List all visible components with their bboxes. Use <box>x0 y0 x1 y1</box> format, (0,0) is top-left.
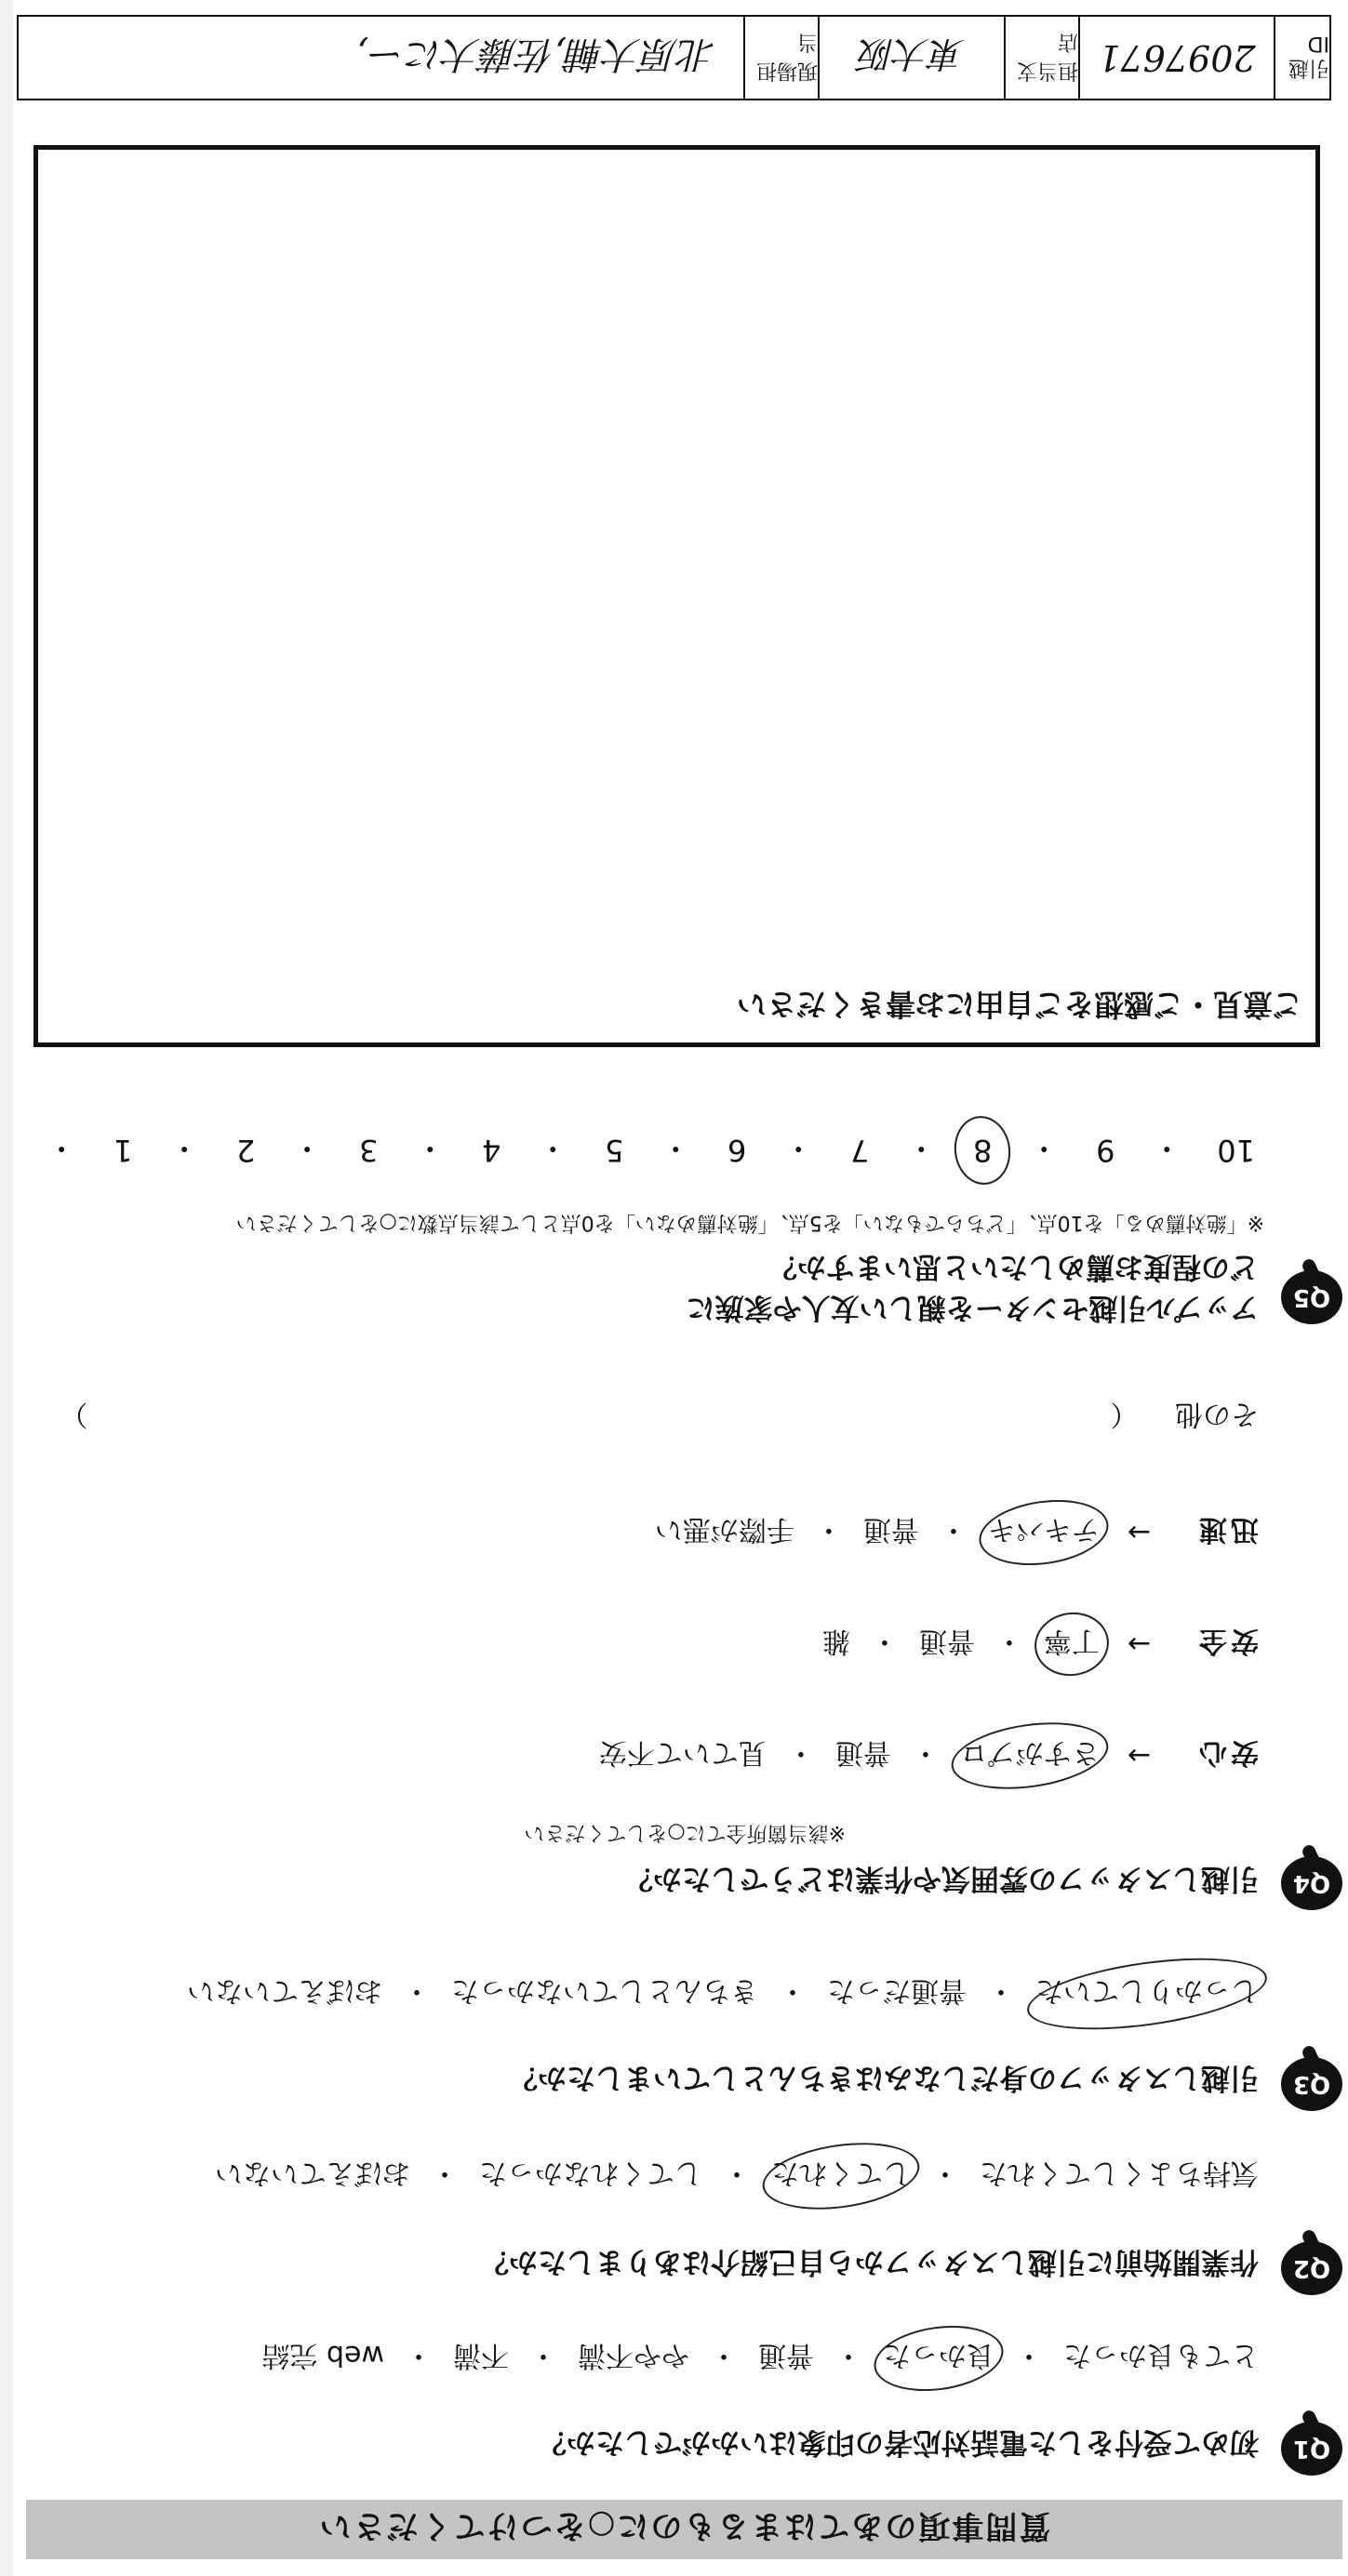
q4-note: ※該当箇所全てに○をしてください <box>524 1821 846 1844</box>
q4-jinsoku-option-2[interactable]: 普通 <box>862 1513 919 1546</box>
q4-question: 引越しスタッフの雰囲気や作業はどうでしたか？ <box>624 1862 1259 1895</box>
arrow-icon: → <box>1127 1739 1151 1773</box>
q3-option-3[interactable]: きちんとしていなかった <box>451 1974 758 2007</box>
scale-2[interactable]: 2 <box>235 1133 256 1168</box>
scale-1[interactable]: 1 <box>113 1133 133 1168</box>
q3-question: 引越しスタッフの身だしなみはきちんとしていましたか？ <box>509 2061 1259 2094</box>
q1-badge: Q1 <box>1281 2422 1342 2476</box>
q1-option-4[interactable]: やや不満 <box>578 2339 689 2371</box>
move-id-label: 引越ID <box>1274 17 1329 99</box>
q4-other-open-paren: （ <box>1110 1398 1139 1430</box>
scale-10[interactable]: 10 <box>1217 1133 1255 1168</box>
q1-option-3[interactable]: 普通 <box>758 2339 814 2371</box>
leader-value[interactable]: 北原大輔,佐藤大にー, <box>356 33 715 76</box>
q1-options: とても良かった ・ 良かった ・ 普通 ・ やや不満 ・ 不満 ・ web 完結 <box>261 2338 1259 2379</box>
q1-option-5[interactable]: 不満 <box>453 2339 509 2371</box>
q4-row-label: 安全 <box>1195 1625 1259 1657</box>
scale-7[interactable]: 7 <box>850 1133 870 1168</box>
q4-anzen-option-3[interactable]: 雑 <box>821 1625 850 1657</box>
q4-row-anzen: 安全 → 丁寧 ・ 普通 ・ 雑 <box>822 1624 1259 1665</box>
q5-question-line2: どの程度お薦めしたいと思いますか？ <box>768 1250 1259 1283</box>
scale-8-selected[interactable]: 8 <box>973 1133 993 1168</box>
scan-edge <box>0 0 13 2576</box>
scale-5[interactable]: 5 <box>605 1133 624 1168</box>
q4-other-label: その他 <box>1175 1398 1259 1430</box>
q3-option-2[interactable]: 普通だった <box>827 1974 967 2007</box>
q5-badge: Q5 <box>1281 1270 1342 1324</box>
q1-option-1[interactable]: とても良かった <box>1063 2339 1259 2371</box>
q4-jinsoku-option-1-selected[interactable]: テキパキ <box>988 1512 1100 1553</box>
move-id-value[interactable]: 2097671 <box>1078 17 1274 99</box>
q2-option-3[interactable]: してくれなかった <box>479 2157 702 2189</box>
q4-row-label: 迅速 <box>1195 1513 1259 1546</box>
q5-scale: 10 ・ 9 ・ 8 ・ 7 ・ 6 ・ 5 ・ 4 ・ 3 ・ 2 ・ 1 ・ <box>0 1129 1255 1172</box>
comment-box[interactable] <box>33 145 1320 1047</box>
q3-options: しっかりしていた ・ 普通だった ・ きちんとしていなかった ・ おぼえていない <box>187 1973 1259 2014</box>
q4-anzen-option-2[interactable]: 普通 <box>918 1625 975 1657</box>
q4-row-anshin: 安心 → さすがプロ ・ 普通 ・ 見ていて不安 <box>599 1735 1259 1776</box>
q4-other <box>60 1397 1259 1438</box>
q4-anshin-option-2[interactable]: 普通 <box>834 1736 891 1769</box>
arrow-icon: → <box>1127 1627 1151 1661</box>
q2-option-2-selected[interactable]: してくれた <box>771 2156 911 2197</box>
q1-question: 初めて受付をした電話対応者の印象はいかがでしたか？ <box>538 2425 1259 2459</box>
q3-option-4[interactable]: おぼえていない <box>187 1974 382 2007</box>
q5-question-line1: アップル引越センターを親しい友人や家族に <box>686 1291 1259 1324</box>
q4-row-jinsoku: 迅速 → テキパキ ・ 普通 ・ 手際が悪い <box>655 1512 1259 1553</box>
scale-9[interactable]: 9 <box>1096 1133 1115 1168</box>
scale-6[interactable]: 6 <box>727 1133 747 1168</box>
q4-row-label: 安心 <box>1195 1736 1259 1769</box>
q4-anshin-option-1-selected[interactable]: さすがプロ <box>960 1735 1100 1776</box>
q1-option-2-selected[interactable]: 良かった <box>883 2338 994 2379</box>
q4-anzen-option-1-selected[interactable]: 丁寧 <box>1044 1624 1100 1665</box>
q3-option-1-selected[interactable]: しっかりしていた <box>1035 1973 1259 2014</box>
q1-option-6[interactable]: web 完結 <box>261 2339 384 2371</box>
leader-label: 現場担当 <box>743 17 818 99</box>
q4-badge: Q4 <box>1281 1856 1342 1910</box>
q4-other-close-paren: ） <box>60 1398 88 1430</box>
comment-box-title: ご意見・ご感想をご自由にお書きください <box>736 987 1302 1022</box>
branch-value[interactable]: 東大阪 <box>818 17 1004 99</box>
q2-options: 気持ちよくしてくれた ・ してくれた ・ してくれなかった ・ おぼえていない <box>215 2156 1259 2197</box>
q4-anshin-option-3[interactable]: 見ていて不安 <box>598 1736 767 1769</box>
q2-option-1[interactable]: 気持ちよくしてくれた <box>980 2157 1259 2189</box>
q3-badge: Q3 <box>1281 2057 1342 2111</box>
scale-3[interactable]: 3 <box>359 1133 379 1168</box>
q2-option-4[interactable]: おぼえていない <box>215 2157 410 2189</box>
q2-badge: Q2 <box>1281 2241 1342 2295</box>
scale-4[interactable]: 4 <box>482 1133 501 1168</box>
q5-note: ※「絶対薦める」を10点、「どちらでもない」を5点、「絶対薦めない」を0点として該当点数に○をしてください <box>235 1211 1264 1234</box>
footer-table <box>17 15 1331 100</box>
q4-jinsoku-option-3[interactable]: 手際が悪い <box>654 1513 794 1546</box>
q2-question: 作業開始前に引越しスタッフから自己紹介はありましたか？ <box>480 2245 1259 2278</box>
arrow-icon: → <box>1127 1516 1151 1549</box>
instruction-banner: 質問事項のあてはまるものに○をつけてください <box>26 2500 1342 2559</box>
branch-label: 担当支店 <box>1004 17 1078 99</box>
